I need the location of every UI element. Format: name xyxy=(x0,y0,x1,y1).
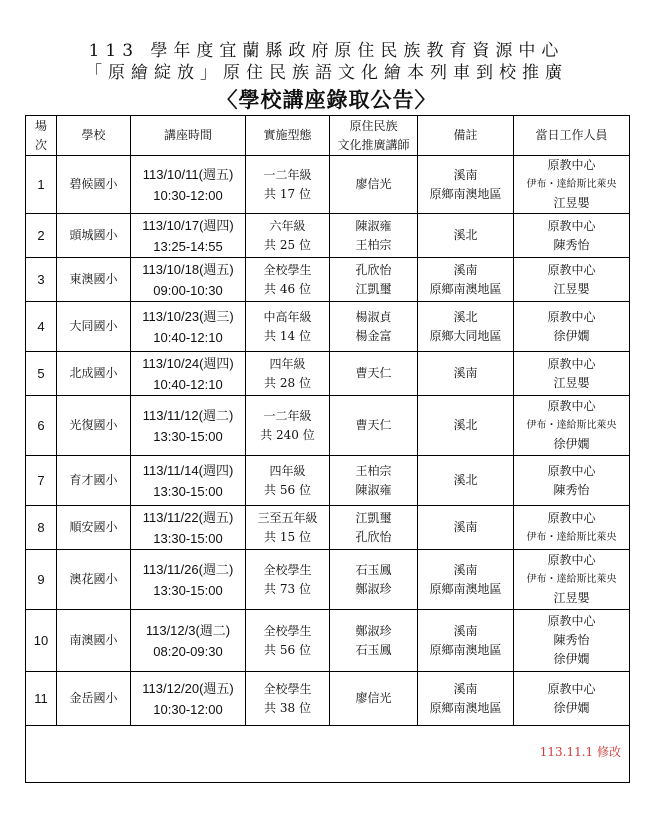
lecture-time-text: 13:30-15:00 xyxy=(153,582,223,598)
remark-text: 原鄉南澳地區 xyxy=(429,642,502,657)
lecture-time xyxy=(131,214,246,258)
staff-text: 伊布・達給斯比萊央 xyxy=(526,420,617,431)
school-name-text: 大同國小 xyxy=(69,319,118,333)
doc-title-line1: 113 學年度宜蘭縣政府原住民族教育資源中心 xyxy=(88,41,565,61)
remark xyxy=(418,214,514,258)
staff-text: 徐伊嫺 xyxy=(553,437,590,451)
session-number xyxy=(26,550,57,610)
lecturer xyxy=(330,610,418,672)
staff-text: 原教中心 xyxy=(547,399,596,413)
class-format-text: 共 28 位 xyxy=(264,375,311,390)
remark xyxy=(418,672,514,726)
class-format xyxy=(246,352,330,396)
school-name xyxy=(57,506,131,550)
table-row xyxy=(26,302,630,352)
staff-text: 江昱嬰 xyxy=(553,196,590,210)
remark-text: 溪南 xyxy=(453,623,478,638)
class-format-text: 中高年級 xyxy=(263,309,312,324)
lecture-time-text: 113/11/26(週二) xyxy=(142,561,234,577)
staff-text: 原教中心 xyxy=(547,510,596,525)
class-format-text: 四年級 xyxy=(269,463,306,478)
class-format-text: 全校學生 xyxy=(263,681,312,696)
staff xyxy=(514,456,630,506)
class-format-text: 共 56 位 xyxy=(264,482,311,497)
lecturer-text: 王柏宗 xyxy=(355,463,392,478)
column-header xyxy=(26,116,57,156)
lecturer-text: 曹天仁 xyxy=(355,366,392,380)
staff-text: 原教中心 xyxy=(547,309,596,324)
doc-title-line2: 「原繪綻放」原住民族語文化繪本列車到校推廣 xyxy=(85,63,568,83)
class-format-text: 共 240 位 xyxy=(260,427,315,442)
lecture-time-text: 113/10/11(週五) xyxy=(142,166,234,182)
lecture-time-text: 13:30-15:00 xyxy=(153,483,223,499)
staff-text: 原教中心 xyxy=(547,262,596,277)
column-header-text: 原住民族 xyxy=(349,118,398,133)
staff-text: 原教中心 xyxy=(547,218,596,233)
lecturer-text: 陳淑雍 xyxy=(355,482,392,497)
lecturer xyxy=(330,506,418,550)
table-row xyxy=(26,396,630,456)
table-row xyxy=(26,456,630,506)
table-row xyxy=(26,672,630,726)
lecture-time-text: 113/10/23(週三) xyxy=(142,308,234,324)
school-name xyxy=(57,302,131,352)
class-format xyxy=(246,396,330,456)
remark xyxy=(418,396,514,456)
doc-title-line3: 〈學校講座錄取公告〉 xyxy=(216,87,437,112)
class-format xyxy=(246,214,330,258)
school-name xyxy=(57,550,131,610)
staff-text: 原教中心 xyxy=(547,553,596,567)
column-header-text: 實施型態 xyxy=(263,128,312,142)
school-name-text: 南澳國小 xyxy=(69,633,118,647)
lecture-time-text: 10:40-12:10 xyxy=(153,376,223,392)
lecture-time-text: 113/11/12(週二) xyxy=(142,407,234,423)
staff-text: 原教中心 xyxy=(547,356,596,371)
remark-text: 溪南 xyxy=(453,366,478,380)
session-number xyxy=(26,610,57,672)
staff xyxy=(514,214,630,258)
remark xyxy=(418,506,514,550)
remark-text: 原鄉大同地區 xyxy=(429,328,502,343)
remark xyxy=(418,302,514,352)
lecturer-text: 王柏宗 xyxy=(355,237,392,252)
remark xyxy=(418,550,514,610)
lecture-time-text: 10:30-12:00 xyxy=(153,187,223,203)
school-name xyxy=(57,672,131,726)
remark xyxy=(418,352,514,396)
remark-text: 原鄉南澳地區 xyxy=(429,186,502,201)
staff-text: 原教中心 xyxy=(547,614,596,628)
class-format-text: 共 73 位 xyxy=(264,581,311,596)
remark-text: 溪南 xyxy=(453,562,478,577)
staff xyxy=(514,506,630,550)
lecture-time-text: 113/10/17(週四) xyxy=(142,217,234,233)
school-name xyxy=(57,258,131,302)
session-number xyxy=(26,156,57,214)
lecturer-text: 江凱璽 xyxy=(355,510,392,525)
lecture-time-text: 13:30-15:00 xyxy=(153,428,223,444)
lecture-time-text: 09:00-10:30 xyxy=(153,282,223,298)
staff xyxy=(514,156,630,214)
lecturer-text: 楊金富 xyxy=(355,328,392,343)
class-format-text: 一二年級 xyxy=(263,167,312,182)
session-number xyxy=(26,396,57,456)
lecture-time xyxy=(131,258,246,302)
lecture-time xyxy=(131,672,246,726)
lecture-time-text: 113/10/18(週五) xyxy=(142,261,234,277)
remark xyxy=(418,456,514,506)
column-header-text: 場 xyxy=(34,118,47,133)
table-body xyxy=(26,156,630,726)
lecture-time-text: 113/11/22(週五) xyxy=(142,509,234,525)
session-number-text: 10 xyxy=(33,633,49,648)
lecturer-text: 楊淑貞 xyxy=(355,309,392,324)
staff xyxy=(514,672,630,726)
remark-text: 溪南 xyxy=(453,520,478,534)
lecturer xyxy=(330,156,418,214)
column-header-text: 講座時間 xyxy=(163,128,212,142)
remark-text: 溪南 xyxy=(453,262,478,277)
class-format-text: 四年級 xyxy=(269,356,306,371)
remark xyxy=(418,610,514,672)
staff-text: 徐伊嫺 xyxy=(553,652,590,666)
session-number-text: 5 xyxy=(37,366,45,381)
session-number-text: 8 xyxy=(37,520,45,535)
column-header-text: 次 xyxy=(34,137,47,152)
table-row xyxy=(26,258,630,302)
table-footer-row xyxy=(26,726,630,783)
school-name-text: 金岳國小 xyxy=(69,691,118,705)
remark-text: 溪南 xyxy=(453,681,478,696)
lecturer-text: 廖信光 xyxy=(355,691,392,705)
lecture-schedule-table xyxy=(25,115,630,783)
class-format xyxy=(246,302,330,352)
session-number-text: 2 xyxy=(37,228,45,243)
column-header xyxy=(131,116,246,156)
school-name xyxy=(57,156,131,214)
table-header-row xyxy=(26,116,630,156)
lecture-time xyxy=(131,456,246,506)
lecturer xyxy=(330,672,418,726)
lecturer xyxy=(330,550,418,610)
lecture-time xyxy=(131,156,246,214)
lecturer-text: 孔欣怡 xyxy=(355,529,392,544)
school-name-text: 順安國小 xyxy=(69,520,118,534)
lecturer xyxy=(330,302,418,352)
class-format xyxy=(246,506,330,550)
lecturer xyxy=(330,352,418,396)
staff xyxy=(514,352,630,396)
staff xyxy=(514,302,630,352)
class-format-text: 共 25 位 xyxy=(264,237,311,252)
table-row xyxy=(26,214,630,258)
staff-text: 陳秀怡 xyxy=(553,482,590,497)
class-format xyxy=(246,610,330,672)
remark xyxy=(418,156,514,214)
class-format-text: 全校學生 xyxy=(263,562,312,577)
lecturer xyxy=(330,396,418,456)
staff-text: 江昱嬰 xyxy=(553,281,590,296)
staff-text: 伊布・達給斯比萊央 xyxy=(526,531,617,543)
lecturer-text: 鄭淑珍 xyxy=(355,623,392,638)
school-name-text: 育才國小 xyxy=(69,473,118,487)
class-format xyxy=(246,456,330,506)
school-name xyxy=(57,352,131,396)
staff-text: 陳秀怡 xyxy=(553,633,590,647)
staff-text: 伊布・達給斯比萊央 xyxy=(526,574,617,585)
lecture-time-text: 10:40-12:10 xyxy=(153,329,223,345)
column-header-text: 學校 xyxy=(81,128,106,142)
staff xyxy=(514,550,630,610)
lecturer-text: 陳淑雍 xyxy=(355,218,392,233)
column-header xyxy=(246,116,330,156)
remark-text: 溪北 xyxy=(453,473,478,487)
lecture-time xyxy=(131,610,246,672)
remark-text: 溪南 xyxy=(453,167,478,182)
session-number-text: 4 xyxy=(37,319,45,334)
lecture-time xyxy=(131,506,246,550)
staff-text: 江昱嬰 xyxy=(553,375,590,390)
lecture-time xyxy=(131,396,246,456)
session-number-text: 1 xyxy=(37,177,45,192)
class-format-text: 三至五年級 xyxy=(257,510,318,525)
staff xyxy=(514,258,630,302)
class-format-text: 六年級 xyxy=(269,218,306,233)
lecturer xyxy=(330,456,418,506)
staff-text: 原教中心 xyxy=(547,463,596,478)
lecture-time xyxy=(131,550,246,610)
school-name xyxy=(57,214,131,258)
school-name-text: 頭城國小 xyxy=(69,228,118,242)
school-name-text: 北成國小 xyxy=(69,366,118,380)
session-number-text: 9 xyxy=(37,572,45,587)
staff-text: 徐伊嫺 xyxy=(553,700,590,715)
class-format-text: 共 56 位 xyxy=(264,642,311,657)
school-name-text: 澳花國小 xyxy=(69,572,118,586)
column-header-text: 當日工作人員 xyxy=(535,128,608,142)
staff-text: 原教中心 xyxy=(547,158,596,172)
footer-cell xyxy=(26,726,630,783)
lecture-time-text: 113/12/20(週五) xyxy=(142,680,234,696)
lecture-time xyxy=(131,352,246,396)
class-format-text: 全校學生 xyxy=(263,262,312,277)
staff-text: 陳秀怡 xyxy=(553,237,590,252)
lecturer-text: 鄭淑珍 xyxy=(355,581,392,596)
class-format-text: 全校學生 xyxy=(263,623,312,638)
lecturer-text: 石玉鳳 xyxy=(355,642,392,657)
table-row xyxy=(26,156,630,214)
school-name xyxy=(57,610,131,672)
table-row xyxy=(26,610,630,672)
lecturer-text: 石玉鳳 xyxy=(355,562,392,577)
lecture-time-text: 13:30-15:00 xyxy=(153,530,223,546)
class-format-text: 共 38 位 xyxy=(264,700,311,715)
staff-text: 徐伊嫺 xyxy=(553,328,590,343)
session-number xyxy=(26,214,57,258)
remark-text: 原鄉南澳地區 xyxy=(429,281,502,296)
session-number xyxy=(26,672,57,726)
lecturer xyxy=(330,258,418,302)
remark-text: 原鄉南澳地區 xyxy=(429,700,502,715)
lecture-time-text: 113/12/3(週二) xyxy=(145,622,231,638)
remark-text: 溪北 xyxy=(453,418,478,432)
school-name-text: 碧候國小 xyxy=(69,177,118,191)
revision-note: 113.11.1 修改 xyxy=(539,745,621,759)
lecture-time xyxy=(131,302,246,352)
lecturer xyxy=(330,214,418,258)
session-number-text: 11 xyxy=(34,691,48,706)
class-format-text: 共 46 位 xyxy=(264,281,311,296)
session-number-text: 7 xyxy=(37,473,45,488)
lecture-time-text: 13:25-14:55 xyxy=(153,238,223,254)
lecture-time-text: 113/11/14(週四) xyxy=(142,462,234,478)
column-header xyxy=(57,116,131,156)
remark-text: 溪北 xyxy=(453,309,478,324)
school-name xyxy=(57,396,131,456)
staff-text: 原教中心 xyxy=(547,681,596,696)
remark-text: 溪北 xyxy=(453,228,478,242)
staff xyxy=(514,610,630,672)
session-number-text: 6 xyxy=(37,418,45,433)
class-format xyxy=(246,550,330,610)
class-format xyxy=(246,672,330,726)
column-header xyxy=(514,116,630,156)
lecture-time-text: 08:20-09:30 xyxy=(153,643,223,659)
column-header-text: 備註 xyxy=(453,128,478,142)
class-format-text: 一二年級 xyxy=(263,408,312,423)
lecturer-text: 孔欣怡 xyxy=(355,262,392,277)
session-number xyxy=(26,506,57,550)
school-name xyxy=(57,456,131,506)
lecture-time-text: 113/10/24(週四) xyxy=(142,355,234,371)
class-format-text: 共 17 位 xyxy=(264,186,311,201)
column-header xyxy=(418,116,514,156)
lecturer-text: 曹天仁 xyxy=(355,418,392,432)
staff-text: 江昱嬰 xyxy=(553,591,590,605)
session-number xyxy=(26,258,57,302)
school-name-text: 光復國小 xyxy=(69,418,118,432)
table-row xyxy=(26,352,630,396)
session-number-text: 3 xyxy=(37,272,45,287)
session-number xyxy=(26,352,57,396)
remark-text: 原鄉南澳地區 xyxy=(429,581,502,596)
lecture-time-text: 10:30-12:00 xyxy=(153,701,223,717)
table-row xyxy=(26,550,630,610)
column-header-text: 文化推廣講師 xyxy=(337,137,410,152)
class-format xyxy=(246,156,330,214)
table-row xyxy=(26,506,630,550)
lecturer-text: 廖信光 xyxy=(355,177,392,191)
staff-text: 伊布・達給斯比萊央 xyxy=(526,179,617,190)
staff xyxy=(514,396,630,456)
class-format-text: 共 15 位 xyxy=(264,529,311,544)
session-number xyxy=(26,302,57,352)
remark xyxy=(418,258,514,302)
session-number xyxy=(26,456,57,506)
column-header xyxy=(330,116,418,156)
class-format xyxy=(246,258,330,302)
lecturer-text: 江凱璽 xyxy=(355,281,392,296)
class-format-text: 共 14 位 xyxy=(264,328,311,343)
school-name-text: 東澳國小 xyxy=(69,272,118,286)
